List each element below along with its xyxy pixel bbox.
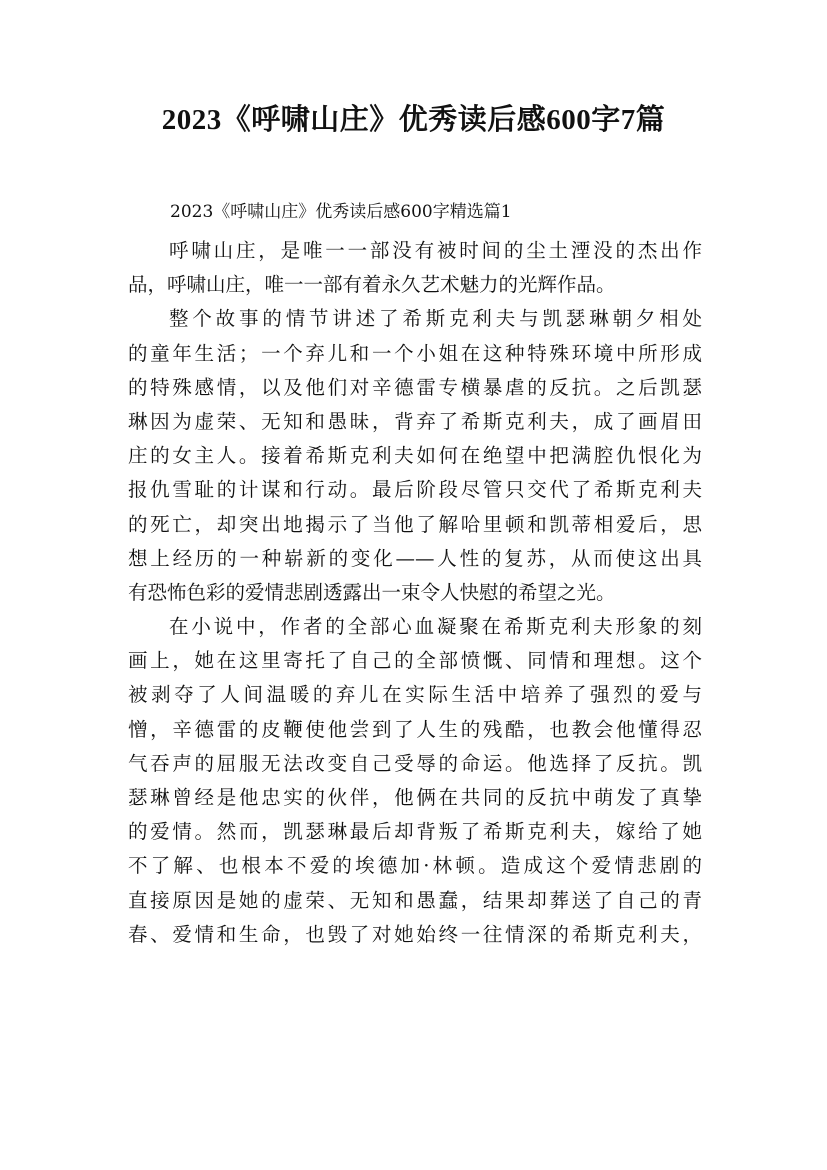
text-line: 画上，她在这里寄托了自己的全部愤慨、同情和理想。这个 — [128, 649, 702, 673]
text-line: 在小说中，作者的全部心血凝聚在希斯克利夫形象的刻 — [169, 615, 702, 639]
text-line: 琳因为虚荣、无知和愚昧，背弃了希斯克利夫，成了画眉田 — [128, 409, 702, 433]
text-line: 的死亡，却突出地揭示了当他了解哈里顿和凯蒂相爱后，思 — [128, 512, 702, 536]
paragraph-3 — [128, 610, 702, 952]
text-line: 不了解、也根本不爱的埃德加·林顿。造成这个爱情悲剧的 — [128, 854, 702, 878]
paragraph-2 — [128, 302, 702, 610]
text-line: 呼啸山庄，是唯一一部没有被时间的尘土湮没的杰出作 — [169, 239, 702, 262]
paragraph-1 — [128, 234, 702, 302]
text-line: 被剥夺了人间温暖的弃儿在实际生活中培养了强烈的爱与 — [128, 683, 702, 707]
text-line: 气吞声的屈服无法改变自己受辱的命运。他选择了反抗。凯 — [128, 751, 702, 775]
text-line: 直接原因是她的虚荣、无知和愚蠢，结果却葬送了自己的青 — [128, 888, 702, 912]
document-title: 2023《呼啸山庄》优秀读后感600字7篇 — [161, 104, 666, 136]
text-line: 春、爱情和生命，也毁了对她始终一往情深的希斯克利夫， — [128, 922, 702, 946]
text-line: 庄的女主人。接着希斯克利夫如何在绝望中把满腔仇恨化为 — [128, 444, 702, 468]
text-line: 憎，辛德雷的皮鞭使他尝到了人生的残酷，也教会他懂得忍 — [128, 717, 702, 741]
text-line: 的童年生活；一个弃儿和一个小姐在这种特殊环境中所形成 — [128, 341, 702, 365]
text-line: 报仇雪耻的计谋和行动。最后阶段尽管只交代了希斯克利夫 — [128, 478, 702, 502]
document-body — [128, 234, 702, 952]
text-line: 整个故事的情节讲述了希斯克利夫与凯瑟琳朝夕相处 — [169, 307, 702, 331]
text-line: 有恐怖色彩的爱情悲剧透露出一束令人快慰的希望之光。 — [128, 580, 616, 604]
text-line: 品，呼啸山庄，唯一一部有着永久艺术魅力的光辉作品。 — [128, 273, 616, 297]
text-line: 的爱情。然而，凯瑟琳最后却背叛了希斯克利夫，嫁给了她 — [128, 820, 702, 844]
text-line: 想上经历的一种崭新的变化——人性的复苏，从而使这出具 — [128, 546, 702, 570]
section-heading: 2023《呼啸山庄》优秀读后感600字精选篇1 — [170, 202, 512, 222]
text-line: 的特殊感情，以及他们对辛德雷专横暴虐的反抗。之后凯瑟 — [128, 375, 702, 399]
text-line: 瑟琳曾经是他忠实的伙伴，他俩在共同的反抗中萌发了真挚 — [128, 786, 702, 809]
